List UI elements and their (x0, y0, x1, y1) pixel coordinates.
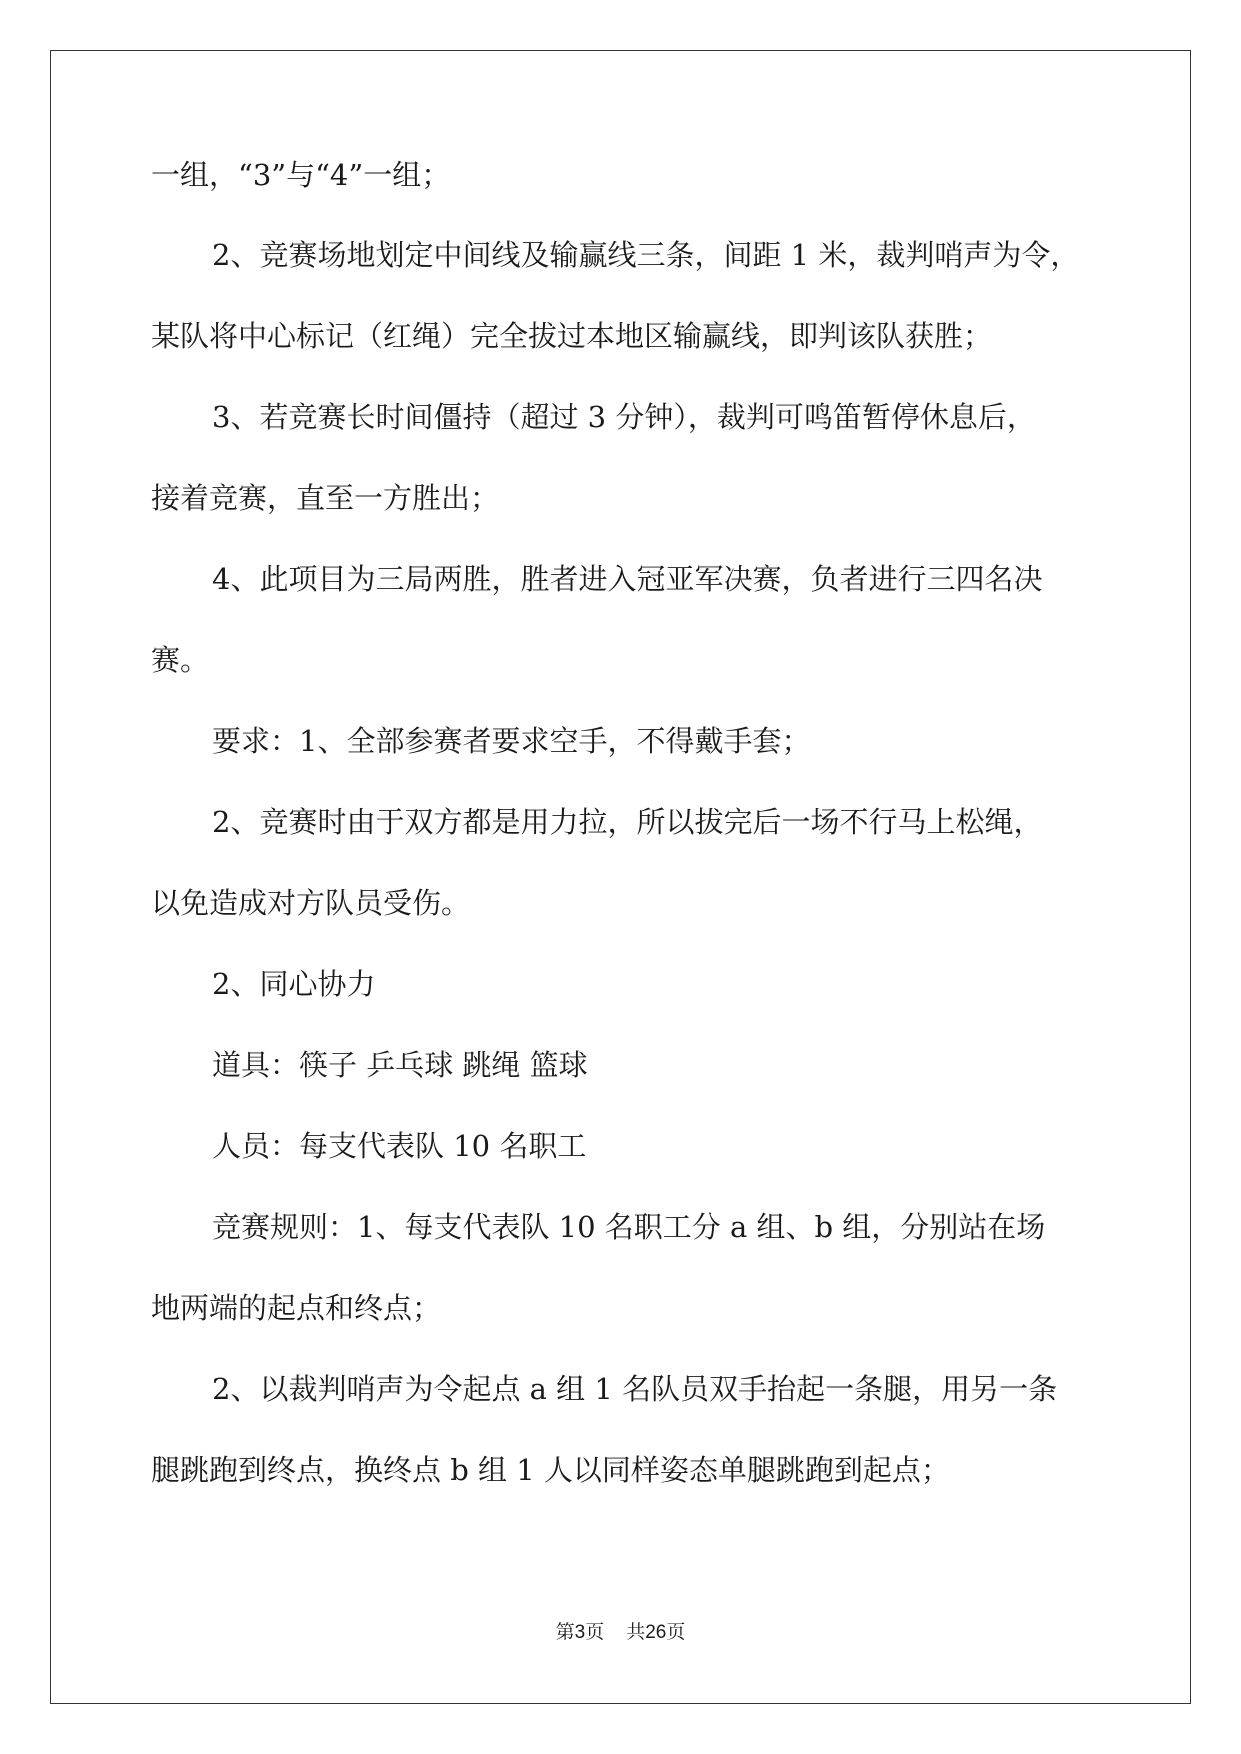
text-line-7: 赛。 (151, 643, 210, 677)
footer-page-suffix: 页 (585, 1621, 605, 1643)
text-line-2: 2、竞赛场地划定中间线及输赢线三条，间距 1 米，裁判哨声为令， (212, 238, 1080, 272)
text-line-15: 地两端的起点和终点； (151, 1291, 442, 1325)
text-line-1: 一组，“3”与“4”一组； (151, 158, 451, 192)
text-line-6: 4、此项目为三局两胜，胜者进入冠亚军决赛，负者进行三四名决 (212, 562, 1043, 596)
text-line-14: 竞赛规则：1、每支代表队 10 名职工分 a 组、b 组，分别站在场 (212, 1210, 1046, 1244)
text-line-5: 接着竞赛，直至一方胜出； (151, 481, 500, 515)
text-line-10: 以免造成对方队员受伤。 (151, 886, 471, 920)
footer-page-total: 26 (645, 1622, 667, 1643)
text-line-3: 某队将中心标记（红绳）完全拔过本地区输赢线，即判该队获胜； (151, 319, 993, 353)
text-line-16: 2、以裁判哨声为令起点 a 组 1 名队员双手抬起一条腿，用另一条 (212, 1372, 1058, 1406)
text-line-13: 人员：每支代表队 10 名职工 (212, 1129, 587, 1163)
footer-total-prefix: 共 (626, 1621, 646, 1643)
footer-page-current: 3 (574, 1622, 586, 1643)
text-line-9: 2、竞赛时由于双方都是用力拉，所以拔完后一场不行马上松绳， (212, 805, 1043, 839)
text-line-4: 3、若竞赛长时间僵持（超过 3 分钟），裁判可鸣笛暂停休息后， (212, 400, 1036, 434)
text-line-11: 2、同心协力 (212, 967, 376, 1001)
text-line-8: 要求：1、全部参赛者要求空手，不得戴手套； (212, 724, 811, 758)
text-line-17: 腿跳跑到终点，换终点 b 组 1 人以同样姿态单腿跳跑到起点； (151, 1453, 950, 1487)
footer-page-prefix: 第 (555, 1621, 575, 1643)
page-footer (0, 1617, 1241, 1644)
text-line-12: 道具：筷子 乒乓球 跳绳 篮球 (212, 1048, 588, 1082)
footer-total-suffix: 页 (666, 1621, 686, 1643)
